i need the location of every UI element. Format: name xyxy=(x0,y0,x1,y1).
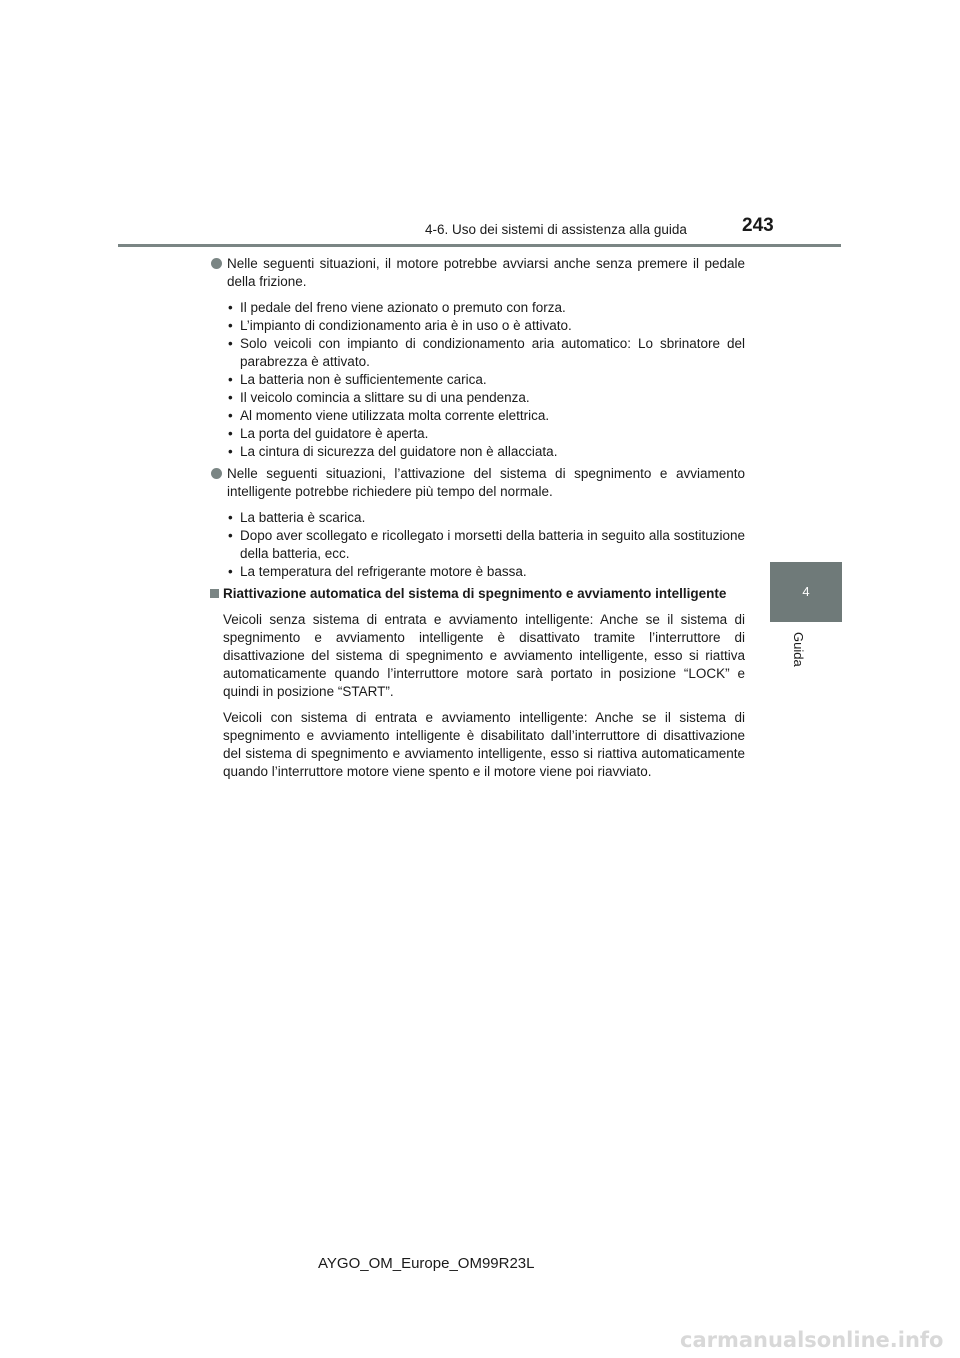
bullet-text: Nelle seguenti situazioni, il motore potrebbe avviarsi anche senza premere il pedale della frizione. xyxy=(227,256,745,289)
bullet-mark: • xyxy=(228,408,233,423)
circle-bullet-icon xyxy=(211,468,222,479)
sublist-1 xyxy=(227,299,745,461)
list-item-text: Il pedale del freno viene azionato o premuto con forza. xyxy=(240,300,566,315)
bullet-text: Nelle seguenti situazioni, l’attivazione del sistema di spegnimento e avviamento intelligente potrebbe richiedere più tempo del normale. xyxy=(227,466,745,499)
list-item-text: La temperatura del refrigerante motore è bassa. xyxy=(240,564,527,579)
section-heading xyxy=(210,585,745,603)
list-item-text: Il veicolo comincia a slittare su di una pendenza. xyxy=(240,390,530,405)
sublist-2 xyxy=(227,509,745,581)
list-item-text: La porta del guidatore è aperta. xyxy=(240,426,429,441)
list-item xyxy=(227,389,745,407)
chapter-label: Guida xyxy=(791,632,806,667)
list-item-text: Al momento viene utilizzata molta corrente elettrica. xyxy=(240,408,550,423)
paragraph-2: Veicoli con sistema di entrata e avviamento intelligente: Anche se il sistema di spegnimento e avviamento intelligente è disabilitato dall’interruttore di disattivazione del sistema di spegnimento e avviamento intelligente, esso si riattiva automaticamente quando l’interruttore motore viene spento e il motore viene poi riavviato. xyxy=(223,710,745,779)
list-item-text: Solo veicoli con impianto di condizionamento aria automatico: Lo sbrinatore del parabrezza è attivato. xyxy=(240,336,745,369)
list-item xyxy=(227,563,745,581)
chapter-number: 4 xyxy=(802,584,810,599)
bullet-mark: • xyxy=(228,300,233,315)
bullet-mark: • xyxy=(228,528,233,543)
bullet-mark: • xyxy=(228,510,233,525)
list-item xyxy=(227,407,745,425)
section-heading-text: Riattivazione automatica del sistema di spegnimento e avviamento intelligente xyxy=(223,586,727,601)
bullet-mark: • xyxy=(228,564,233,579)
chapter-tab xyxy=(770,562,842,622)
bullet-mark: • xyxy=(228,318,233,333)
list-item xyxy=(227,371,745,389)
list-item xyxy=(227,299,745,317)
list-item-text: La cintura di sicurezza del guidatore non è allacciata. xyxy=(240,444,558,459)
list-item xyxy=(227,443,745,461)
bullet-mark: • xyxy=(228,390,233,405)
header-rule xyxy=(118,244,841,247)
bullet-block-2 xyxy=(210,465,745,501)
page-content xyxy=(210,255,745,781)
square-bullet-icon xyxy=(210,589,219,598)
page-number: 243 xyxy=(742,215,774,236)
bullet-block-1 xyxy=(210,255,745,291)
bullet-mark: • xyxy=(228,426,233,441)
list-item xyxy=(227,425,745,443)
list-item xyxy=(227,335,745,371)
bullet-mark: • xyxy=(228,336,233,351)
list-item-text: L’impianto di condizionamento aria è in uso o è attivato. xyxy=(240,318,572,333)
paragraph-1: Veicoli senza sistema di entrata e avviamento intelligente: Anche se il sistema di spegnimento e avviamento intelligente è disattivato tramite l’interruttore di disattivazione del sistema di spegnimento e avviamento intelligente, esso si riattiva automaticamente quando l’interruttore motore sarà portato in posizione “LOCK” e quindi in posizione “START”. xyxy=(223,612,745,699)
list-item xyxy=(227,527,745,563)
list-item-text: La batteria è scarica. xyxy=(240,510,366,525)
circle-bullet-icon xyxy=(211,258,222,269)
list-item xyxy=(227,317,745,335)
bullet-mark: • xyxy=(228,444,233,459)
list-item xyxy=(227,509,745,527)
watermark: carmanualsonline.info xyxy=(680,1328,944,1352)
list-item-text: La batteria non è sufficientemente carica. xyxy=(240,372,487,387)
bullet-mark: • xyxy=(228,372,233,387)
footer-document-code: AYGO_OM_Europe_OM99R23L xyxy=(318,1255,535,1272)
header-section-title: 4-6. Uso dei sistemi di assistenza alla guida xyxy=(425,222,687,237)
list-item-text: Dopo aver scollegato e ricollegato i morsetti della batteria in seguito alla sostituzione della batteria, ecc. xyxy=(240,528,745,561)
